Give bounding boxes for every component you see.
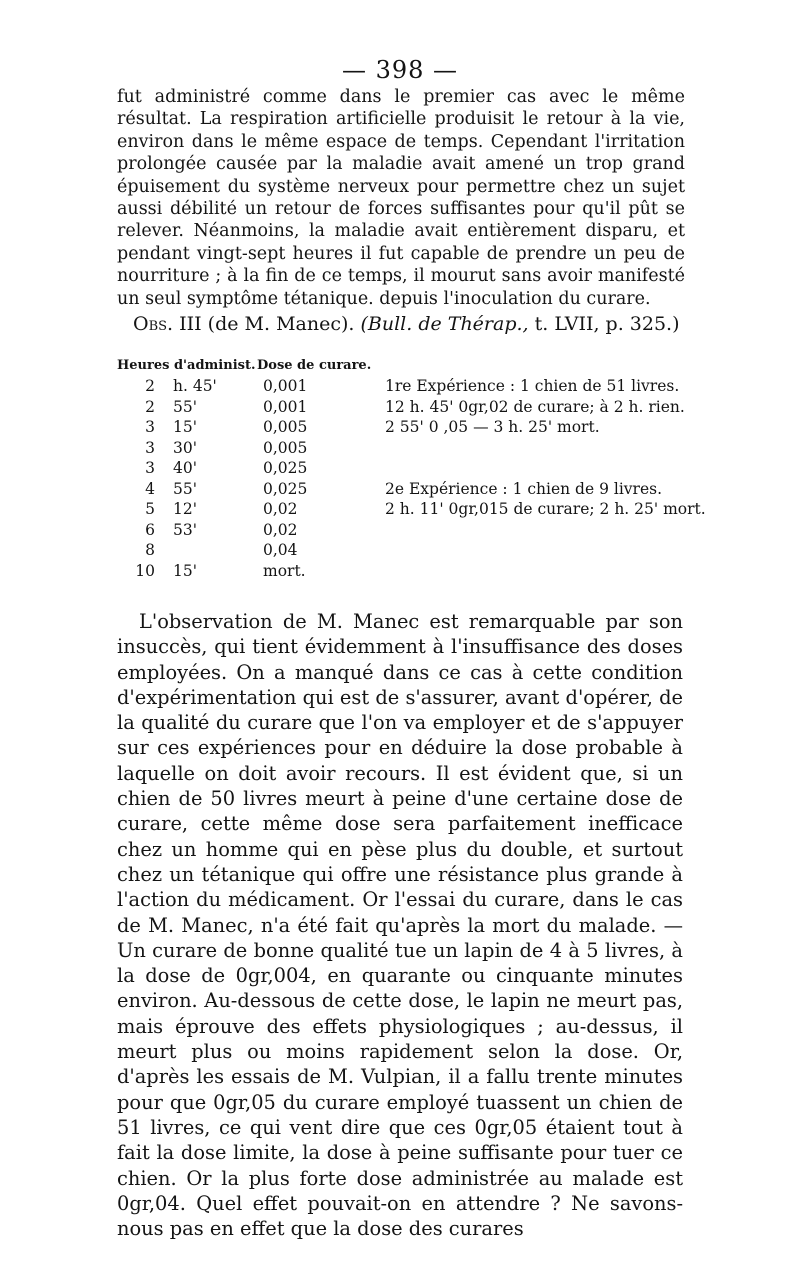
experience-notes: [385, 376, 706, 520]
table-row: [117, 417, 377, 438]
header-dose: Dose de curare.: [257, 358, 372, 373]
row-hour: 5: [145, 500, 155, 518]
experience-1-line-2: 2 55' 0 ,05 — 3 h. 25' mort.: [385, 418, 600, 436]
main-text: L'observation de M. Manec est remarquable par son insuccès, qui tient évidemment à l'insuffisance des doses employées. On a manqué dans ce cas à cette condition d'expérimentation qui est de s'assurer, avant d'opérer, de la qualité du curare que l'on va employer et de s'appuyer sur ces expériences pour en déduire la dose probable à laquelle on doit avoir recours. Il est évident que, si un chien de 50 livres meurt à peine d'une certaine dose de curare, cette même dose sera parfaitement inefficace chez un homme qui en pèse plus du double, et surtout chez un tétanique qui offre une résistance plus grande à l'action du médicament. Or l'essai du curare, dans le cas de M. Manec, n'a été fait qu'après la mort du malade. — Un curare de bonne qualité tue un lapin de 4 à 5 livres, à la dose de 0gr,004, en quarante ou cinquante minutes environ. Au-dessous de cette dose, le lapin ne meurt pas, mais éprouve des effets physiologiques ; au-dessus, il meurt plus ou moins rapidement selon la dose. Or, d'après les essais de M. Vulpian, il a fallu trente minutes pour que 0gr,05 du curare employé tuassent un chien de 51 livres, ce qui vent dire que ces 0gr,05 étaient tout à fait la dose limite, la dose à peine suffisante pour tuer ce chien. Or la plus forte dose administrée au malade est 0gr,04. Quel effet pouvait-on en attendre ? Ne savons-nous pas en effet que la dose des curares: [117, 610, 683, 1241]
observation-label: Obs.: [133, 313, 174, 335]
row-minute: 30': [173, 438, 197, 457]
table-row: [117, 376, 377, 397]
row-hour: 10: [135, 561, 155, 580]
table-row: [117, 458, 377, 479]
table-header: [117, 356, 687, 374]
table-row: [117, 499, 377, 520]
experience-1-title: 1re Expérience : 1 chien de 51 livres.: [385, 377, 680, 395]
row-minute: 55': [173, 479, 197, 498]
row-dose: mort.: [263, 561, 306, 580]
dose-rows: [117, 376, 377, 581]
row-hour: 2: [145, 397, 155, 416]
row-hour: 4: [145, 479, 155, 498]
row-minute: h. 45': [173, 377, 217, 395]
row-minute: 15': [173, 561, 197, 580]
row-dose: 0,001: [263, 377, 308, 395]
row-dose: 0,001: [263, 397, 308, 416]
row-minute: [161, 540, 229, 561]
row-minute: 53': [173, 520, 197, 539]
row-hour: 6: [145, 520, 155, 539]
row-hour: 3: [145, 418, 155, 436]
table-row: [117, 397, 377, 418]
table-row: [117, 520, 377, 541]
table-row: [117, 438, 377, 459]
row-minute: 12': [173, 500, 197, 518]
row-minute: 55': [173, 397, 197, 416]
row-dose: 0,005: [263, 418, 308, 436]
intro-paragraph: [117, 86, 685, 310]
spacer: [385, 438, 685, 479]
row-hour: 8: [145, 541, 155, 559]
row-minute: 40': [173, 459, 197, 477]
row-hour: 2: [145, 377, 155, 395]
experience-1-line-1: 12 h. 45' 0gr,02 de curare; à 2 h. rien.: [385, 397, 685, 416]
table-row: [117, 540, 377, 561]
observation-number: III (de M. Manec).: [179, 313, 355, 335]
row-dose: 0,005: [263, 438, 308, 457]
row-dose: 0,04: [263, 541, 298, 559]
observation-source: (Bull. de Thérap.,: [360, 313, 529, 335]
table-row: [117, 561, 377, 582]
observation-source-ref: t. LVII, p. 325.): [534, 313, 680, 335]
table-row: [117, 479, 377, 500]
row-minute: 15': [173, 418, 197, 436]
row-dose: 0,02: [263, 500, 298, 518]
observation-heading: [133, 312, 693, 336]
row-hour: 3: [145, 438, 155, 457]
header-heures: Heures d'administ.: [117, 358, 256, 373]
row-dose: 0,02: [263, 520, 298, 539]
row-dose: 0,025: [263, 479, 308, 498]
row-hour: 3: [145, 459, 155, 477]
main-paragraph: [117, 609, 683, 1241]
intro-text: fut administré comme dans le premier cas avec le même résultat. La respiration artificielle produisit le retour à la vie, environ dans le même espace de temps. Cependant l'irritation prolongée causée par la maladie avait amené un trop grand épuisement du système nerveux pour permettre chez un sujet aussi débilité un retour de forces suffisantes pour qu'il pût se relever. Néanmoins, la maladie avait entièrement disparu, et pendant vingt-sept heures il fut capable de prendre un peu de nourriture ; à la fin de ce temps, il mourut sans avoir manifesté un seul symptôme tétanique. depuis l'inoculation du curare.: [117, 87, 685, 309]
row-dose: 0,025: [263, 459, 308, 477]
experience-2-line-1: 2 h. 11' 0gr,015 de curare; 2 h. 25' mort.: [385, 500, 706, 518]
experience-2-title: 2e Expérience : 1 chien de 9 livres.: [385, 479, 663, 498]
page-number: — 398 —: [341, 56, 459, 84]
curare-dose-table: [117, 356, 706, 580]
